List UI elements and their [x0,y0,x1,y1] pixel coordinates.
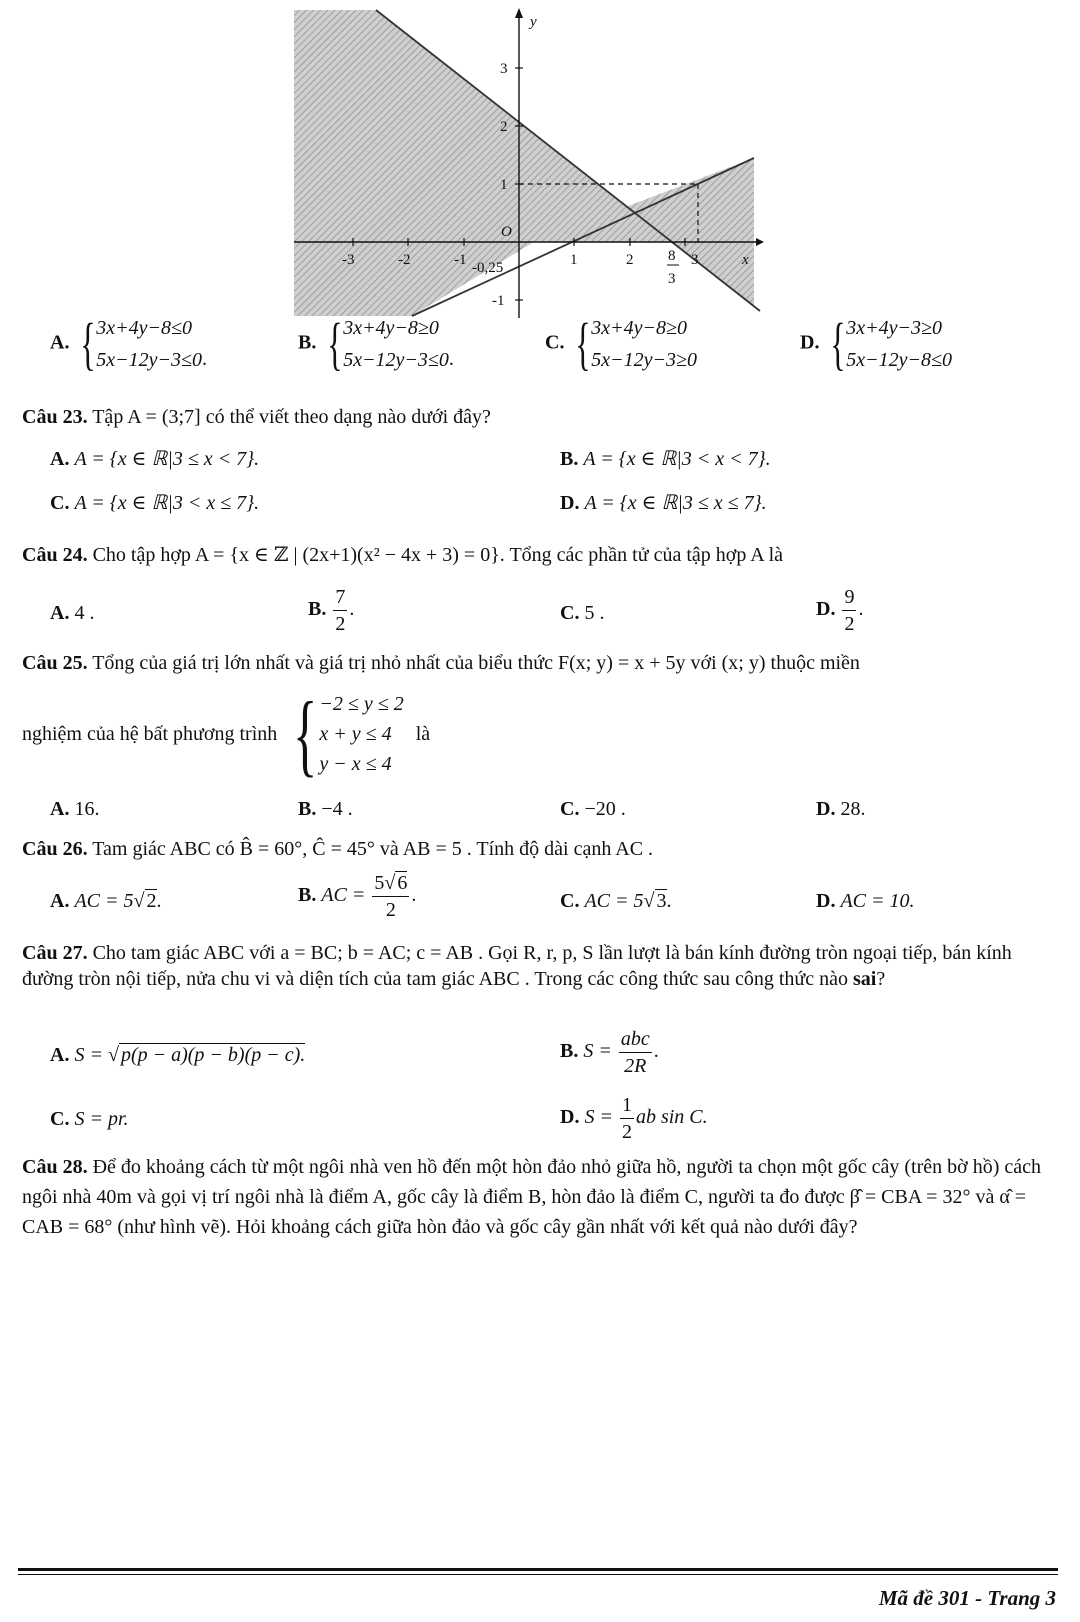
frac-num: 5 [374,872,385,894]
question-emphasis: sai [853,968,877,990]
y-tick-label: 1 [500,177,508,193]
question-text: Để đo khoảng cách từ một ngôi nhà ven hồ đến một hòn đảo nhỏ giữa hồ, người ta chọn một gốc cây (trên bờ hồ) cách ngôi nhà 40m và gọi vị trí ngôi nhà là điểm A, gốc cây là điểm B, hòn đảo là điểm C, người ta đo được β̂ = CBA = 32° và α̂ = CAB = 68° (như hình vẽ). Hỏi khoảng cách giữa hòn đảo và gốc cây gần nhất với kết quả nào dưới đây? [22,1156,1042,1238]
system-line: 5x−12y−3≥0 [591,349,698,371]
option-text: A = {x ∈ ℝ|3 ≤ x < 7}. [74,448,260,470]
x-axis-arrow [756,238,764,246]
x-axis-label: x [742,252,749,268]
option-text: 28. [840,798,866,820]
system-line: 5x−12y−3≤0 [96,349,203,371]
question-text: Cho tam giác ABC với a = BC; b = AC; c = AB . Gọi R, r, p, S lần lượt là bán kính đường tròn ngoại tiếp, bán kính đường tròn nội tiếp, nửa chu vi và diện tích của tam giác ABC . Trong các công thức sau công thức nào [22,942,1012,990]
option-letter: C. [560,602,580,624]
question-text: là [415,722,431,745]
hatched-region-a [294,10,670,242]
system-line: 3x+4y−8≥0 [343,317,439,339]
question-text: Tam giác ABC có B̂ = 60°, Ĉ = 45° và AB = 5 . Tính độ dài cạnh AC . [92,838,654,860]
question-label: Câu 28. [22,1156,88,1178]
frac-den: 2R [624,1055,647,1077]
option-letter: D. [816,598,836,621]
option-text: −20 . [584,798,626,820]
question-label: Câu 23. [22,406,88,428]
option-letter: A. [50,448,70,470]
option-text: AC = [321,884,366,907]
option-text: 5 . [584,602,605,624]
frac-num: 7 [333,584,347,611]
option-text: −4 . [321,798,353,820]
footer-rule [18,1568,1058,1571]
q23-option-b[interactable] [560,446,771,471]
question-label: Câu 25. [22,652,88,674]
q25-stem [22,652,860,675]
q28-stem [22,1152,1054,1242]
q22-option-a[interactable]: A. { 3x+4y−8≤0 5x−12y−3≤0 . [50,311,208,376]
system-line: 5x−12y−8≤0 [846,349,953,371]
system-line: y − x ≤ 4 [319,753,392,775]
question-text: Tổng của giá trị lớn nhất và giá trị nhỏ nhất của biểu thức F(x; y) = x + 5y với (x; y) thuộc miền [92,652,860,674]
question-text: nghiệm của hệ bất phương trình [22,722,278,745]
option-text: S = [74,1044,103,1066]
option-letter: A. [50,890,70,912]
option-letter: A. [50,602,70,624]
q25-system: nghiệm của hệ bất phương trình { −2 ≤ y ≤ 2 x + y ≤ 4 y − x ≤ 4 là [22,683,431,785]
x-tick-label: -2 [398,252,411,268]
option-text: AC = 5 [74,890,134,912]
option-letter: B. [308,598,327,621]
option-end: . [666,890,672,912]
option-text: S = [584,1106,613,1129]
option-end: . [448,347,454,370]
option-letter: C. [560,890,580,912]
q25-option-c[interactable] [560,798,626,821]
option-letter: D. [816,890,836,912]
option-letter: A. [50,331,70,354]
frac-num: 1 [620,1092,634,1119]
q24-option-b[interactable]: B. $\frac{7}{2}$ . [308,586,355,635]
x-tick-label: -3 [342,252,355,268]
frac-den: 2 [385,899,396,921]
q25-option-a[interactable] [50,798,99,821]
option-letter: D. [800,331,820,354]
q22-option-c[interactable]: C. { 3x+4y−8≥0 5x−12y−3≥0 [545,311,698,376]
option-text: 4 . [74,602,95,624]
question-label: Câu 27. [22,942,88,964]
option-letter: C. [560,798,580,820]
option-text: S = pr. [74,1108,129,1130]
option-letter: C. [50,492,70,514]
page-footer: Mã đề 301 - Trang 3 [878,1586,1056,1610]
q26-option-c[interactable]: C. AC = 5√ 3. [560,890,672,912]
q23-option-a[interactable] [50,446,259,471]
y-tick-label: -1 [492,293,505,309]
system-line: 5x−12y−3≤0 [343,349,449,371]
q27-option-b[interactable]: B. S = $\frac{\text{abc}}{2R}$ . [560,1028,659,1077]
x-tick-label: 1 [570,252,578,268]
frac-num: 9 [842,584,856,611]
y-tick-label: 3 [500,61,508,77]
option-letter: C. [50,1108,70,1130]
option-letter: B. [298,331,317,354]
option-letter: B. [560,1040,579,1063]
radicand: 2 [146,890,157,912]
question-label: Câu 26. [22,838,88,860]
system-line: 3x+4y−3≥0 [846,317,943,339]
q27-option-d[interactable] [560,1092,708,1145]
question-text: Tập A = (3;7] có thể viết theo dạng nào dưới đây? [92,406,491,428]
option-letter: B. [560,448,579,470]
inequality-region-graph [294,8,784,318]
option-end: . [202,347,208,370]
q23-option-c[interactable] [50,490,259,515]
q22-option-b[interactable]: B. { 3x+4y−8≥0 5x−12y−3≤0 . [298,311,454,376]
option-text: AC = 5 [584,890,644,912]
frac-den: 2 [844,613,855,635]
special-label: -0,25 [472,260,504,276]
q27-option-a[interactable]: A. S = √ p(p − a)(p − b)(p − c). [50,1044,306,1066]
q24-option-c[interactable] [560,602,604,625]
x-tick-label-frac-num: 8 [668,248,676,264]
question-text: Cho tập hợp A = {x ∈ ℤ | (2x+1)(x² − 4x + 3) = 0}. Tổng các phần tử của tập hợp A là [92,544,783,566]
origin-label: O [501,224,512,240]
q26-stem [22,838,653,861]
system-line: −2 ≤ y ≤ 2 [319,693,404,715]
system-line: x + y ≤ 4 [319,723,392,745]
q24-option-a[interactable] [50,602,94,625]
y-axis-label: y [530,14,537,30]
radicand: p(p − a)(p − b)(p − c). [120,1044,306,1066]
option-text: AC = 10. [840,890,915,912]
option-text: 16. [74,798,100,820]
option-letter: A. [50,798,70,820]
option-letter: C. [545,331,565,354]
option-end: . [156,890,162,912]
option-letter: B. [298,884,317,907]
option-text: A = {x ∈ ℝ|3 ≤ x ≤ 7}. [584,492,767,514]
option-letter: D. [816,798,836,820]
q26-option-b[interactable]: B. AC = $\frac{5√ 6}{2}$ . [298,872,417,921]
q27-option-c[interactable] [50,1108,129,1131]
option-letter: B. [298,798,317,820]
frac-den: 2 [335,613,346,635]
frac-num: abc [619,1026,652,1053]
q27-stem [22,940,1054,992]
option-text: S = [583,1040,612,1063]
frac-den: 2 [621,1121,632,1143]
question-text: ? [876,968,886,990]
system-line: 3x+4y−8≥0 [591,317,688,339]
q24-stem [22,542,783,567]
option-text: A = {x ∈ ℝ|3 < x < 7}. [583,448,771,470]
option-letter: D. [560,1106,580,1129]
q23-stem [22,406,491,429]
radicand: 3 [656,890,667,912]
q26-option-d[interactable] [816,890,915,913]
question-label: Câu 24. [22,544,88,566]
y-tick-label: 2 [500,119,508,135]
x-tick-label: -1 [454,252,467,268]
x-tick-label: 3 [691,252,699,268]
q25-option-b[interactable] [298,798,353,821]
footer-rule-thin [18,1574,1058,1575]
q26-option-a[interactable]: A. AC = 5√ 2. [50,890,162,912]
option-text: ab sin C. [635,1106,708,1129]
q22-option-d[interactable]: D. { 3x+4y−3≥0 5x−12y−8≤0 [800,311,953,376]
x-tick-label: 2 [626,252,634,268]
x-tick-label-frac-den: 3 [668,271,676,287]
y-axis-arrow [515,8,523,18]
option-text: A = {x ∈ ℝ|3 < x ≤ 7}. [74,492,260,514]
q25-option-d[interactable] [816,798,865,821]
option-letter: D. [560,492,580,514]
q24-option-d[interactable]: D. $\frac{9}{2}$ . [816,586,864,635]
option-letter: A. [50,1044,70,1066]
system-line: 3x+4y−8≤0 [96,317,193,339]
q23-option-d[interactable] [560,490,767,515]
radicand: 6 [397,872,408,894]
